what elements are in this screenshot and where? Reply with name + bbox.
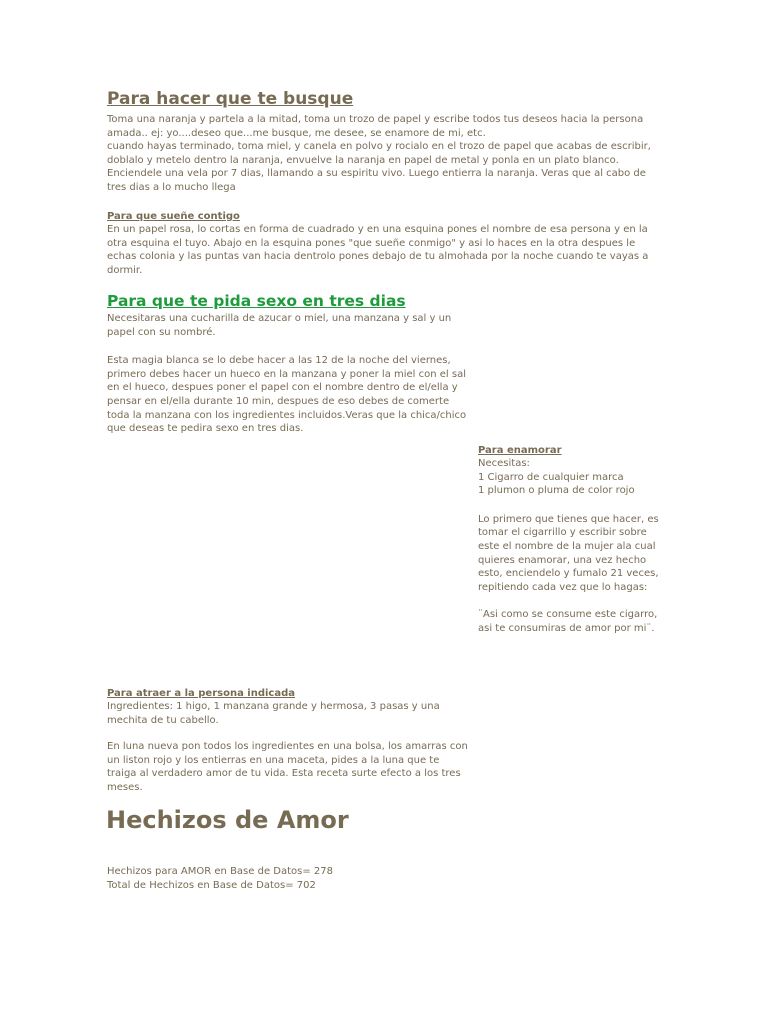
heading-para-hacer-que-te-busque: Para hacer que te busque	[107, 89, 354, 109]
text-line: mechita de tu cabello.	[107, 714, 219, 726]
text-line: dormir.	[107, 264, 143, 276]
text-line: Necesitas:	[478, 458, 530, 469]
section-suene	[107, 210, 667, 277]
text-line: doblalo y metelo dentro la naranja, envuelve la naranja en papel de metal y ponla en un plato blanco.	[107, 154, 619, 166]
stats-block	[107, 865, 407, 892]
text-line: Ingredientes: 1 higo, 1 manzana grande y hermosa, 3 pasas y una	[107, 701, 440, 712]
text-line: meses.	[107, 781, 143, 793]
text-line: este el nombre de la mujer ala cual	[478, 540, 656, 552]
text-line: papel con su nombré.	[107, 326, 216, 338]
text-line: quieres enamorar, una vez hecho	[478, 554, 647, 566]
text-line: toda la manzana con los ingredientes incluidos.Veras que la chica/chico	[107, 409, 467, 421]
text-line: tomar el cigarrillo y escribir sobre	[478, 527, 647, 539]
text-line: Esta magia blanca se lo debe hacer a las 12 de la noche del viernes,	[107, 355, 451, 367]
text-line: ¨Asi como se consume este cigarro,	[478, 609, 658, 621]
heading-para-que-te-pida-sexo: Para que te pida sexo en tres dias	[107, 292, 406, 310]
stats-text	[107, 865, 407, 892]
text-line: En luna nueva pon todos los ingredientes en una bolsa, los amarras con	[107, 741, 468, 753]
text-line: Enciendele una vela por 7 dias, llamando a su espiritu vivo. Luego entierra la naranja. Veras que al cabo de	[107, 168, 646, 180]
section-atraer	[107, 687, 477, 795]
text-line: tres dias a lo mucho llega	[107, 181, 236, 193]
text-line: traiga al verdadero amor de tu vida. Esta receta surte efecto a los tres	[107, 768, 461, 780]
text-line: echas colonia y las puntas van hacia dentrolo pones debajo de tu almohada por la noche cuando te vayas a	[107, 251, 649, 263]
text-line: 1 Cigarro de cualquier marca	[478, 471, 624, 483]
text-line: 1 plumon o pluma de color rojo	[478, 485, 635, 497]
text-line: amada.. ej: yo....deseo que...me busque, me desee, se enamore de mi, etc.	[107, 127, 486, 139]
text-line: asi te consumiras de amor por mi¨.	[478, 622, 655, 634]
text-line: otra esquina el tuyo. Abajo en la esquina pones "que sueñe conmigo" y asi lo haces en la otra despues le	[107, 237, 636, 249]
text-line: en el hueco, despues poner el papel con el nombre dentro de el/ella y	[107, 382, 458, 394]
heading-para-que-suene-contigo: Para que sueñe contigo	[107, 211, 240, 222]
enamorar-text-a	[478, 457, 678, 498]
heading-para-atraer: Para atraer a la persona indicada	[107, 688, 296, 699]
heading-para-enamorar: Para enamorar	[478, 445, 562, 456]
sexo-text-a	[107, 312, 477, 339]
text-line: En un papel rosa, lo cortas en forma de cuadrado y en una esquina pones el nombre de esa persona y en la	[107, 224, 648, 235]
text-line: Lo primero que tienes que hacer, es	[478, 513, 659, 525]
enamorar-text-c	[478, 608, 678, 635]
stat-amor: Hechizos para AMOR en Base de Datos= 278	[107, 866, 334, 877]
text-line: pensar en el/ella durante 10 min, despues de eso debes de comerte	[107, 395, 450, 407]
text-line: Toma una naranja y partela a la mitad, toma un trozo de papel y escribe todos tus deseos hacia la persona	[107, 114, 644, 125]
section-enamorar	[478, 444, 678, 636]
text-line: cuando hayas terminado, toma miel, y canela en polvo y rocialo en el trozo de papel que acabas de escribir,	[107, 141, 651, 153]
stat-total: Total de Hechizos en Base de Datos= 702	[107, 879, 316, 891]
enamorar-text-b	[478, 513, 678, 595]
sexo-text-b	[107, 354, 477, 436]
text-line: esto, enciendelo y fumalo 21 veces,	[478, 568, 659, 580]
text-line: repitiendo cada vez que lo hagas:	[478, 581, 648, 593]
suene-text	[107, 223, 667, 277]
text-line: un liston rojo y los entierras en una maceta, pides a la luna que te	[107, 754, 440, 766]
paragraph-busque	[107, 113, 667, 195]
text-line: primero debes hacer un hueco en la manzana y poner la miel con el sal	[107, 368, 466, 380]
atraer-text-b	[107, 740, 477, 794]
busque-text	[107, 113, 667, 195]
text-line: Necesitaras una cucharilla de azucar o miel, una manzana y sal y un	[107, 313, 452, 324]
section-sexo	[107, 312, 477, 436]
heading-hechizos-de-amor: Hechizos de Amor	[106, 806, 349, 834]
atraer-text-a	[107, 700, 477, 727]
text-line: que deseas te pedira sexo en tres dias.	[107, 423, 304, 435]
